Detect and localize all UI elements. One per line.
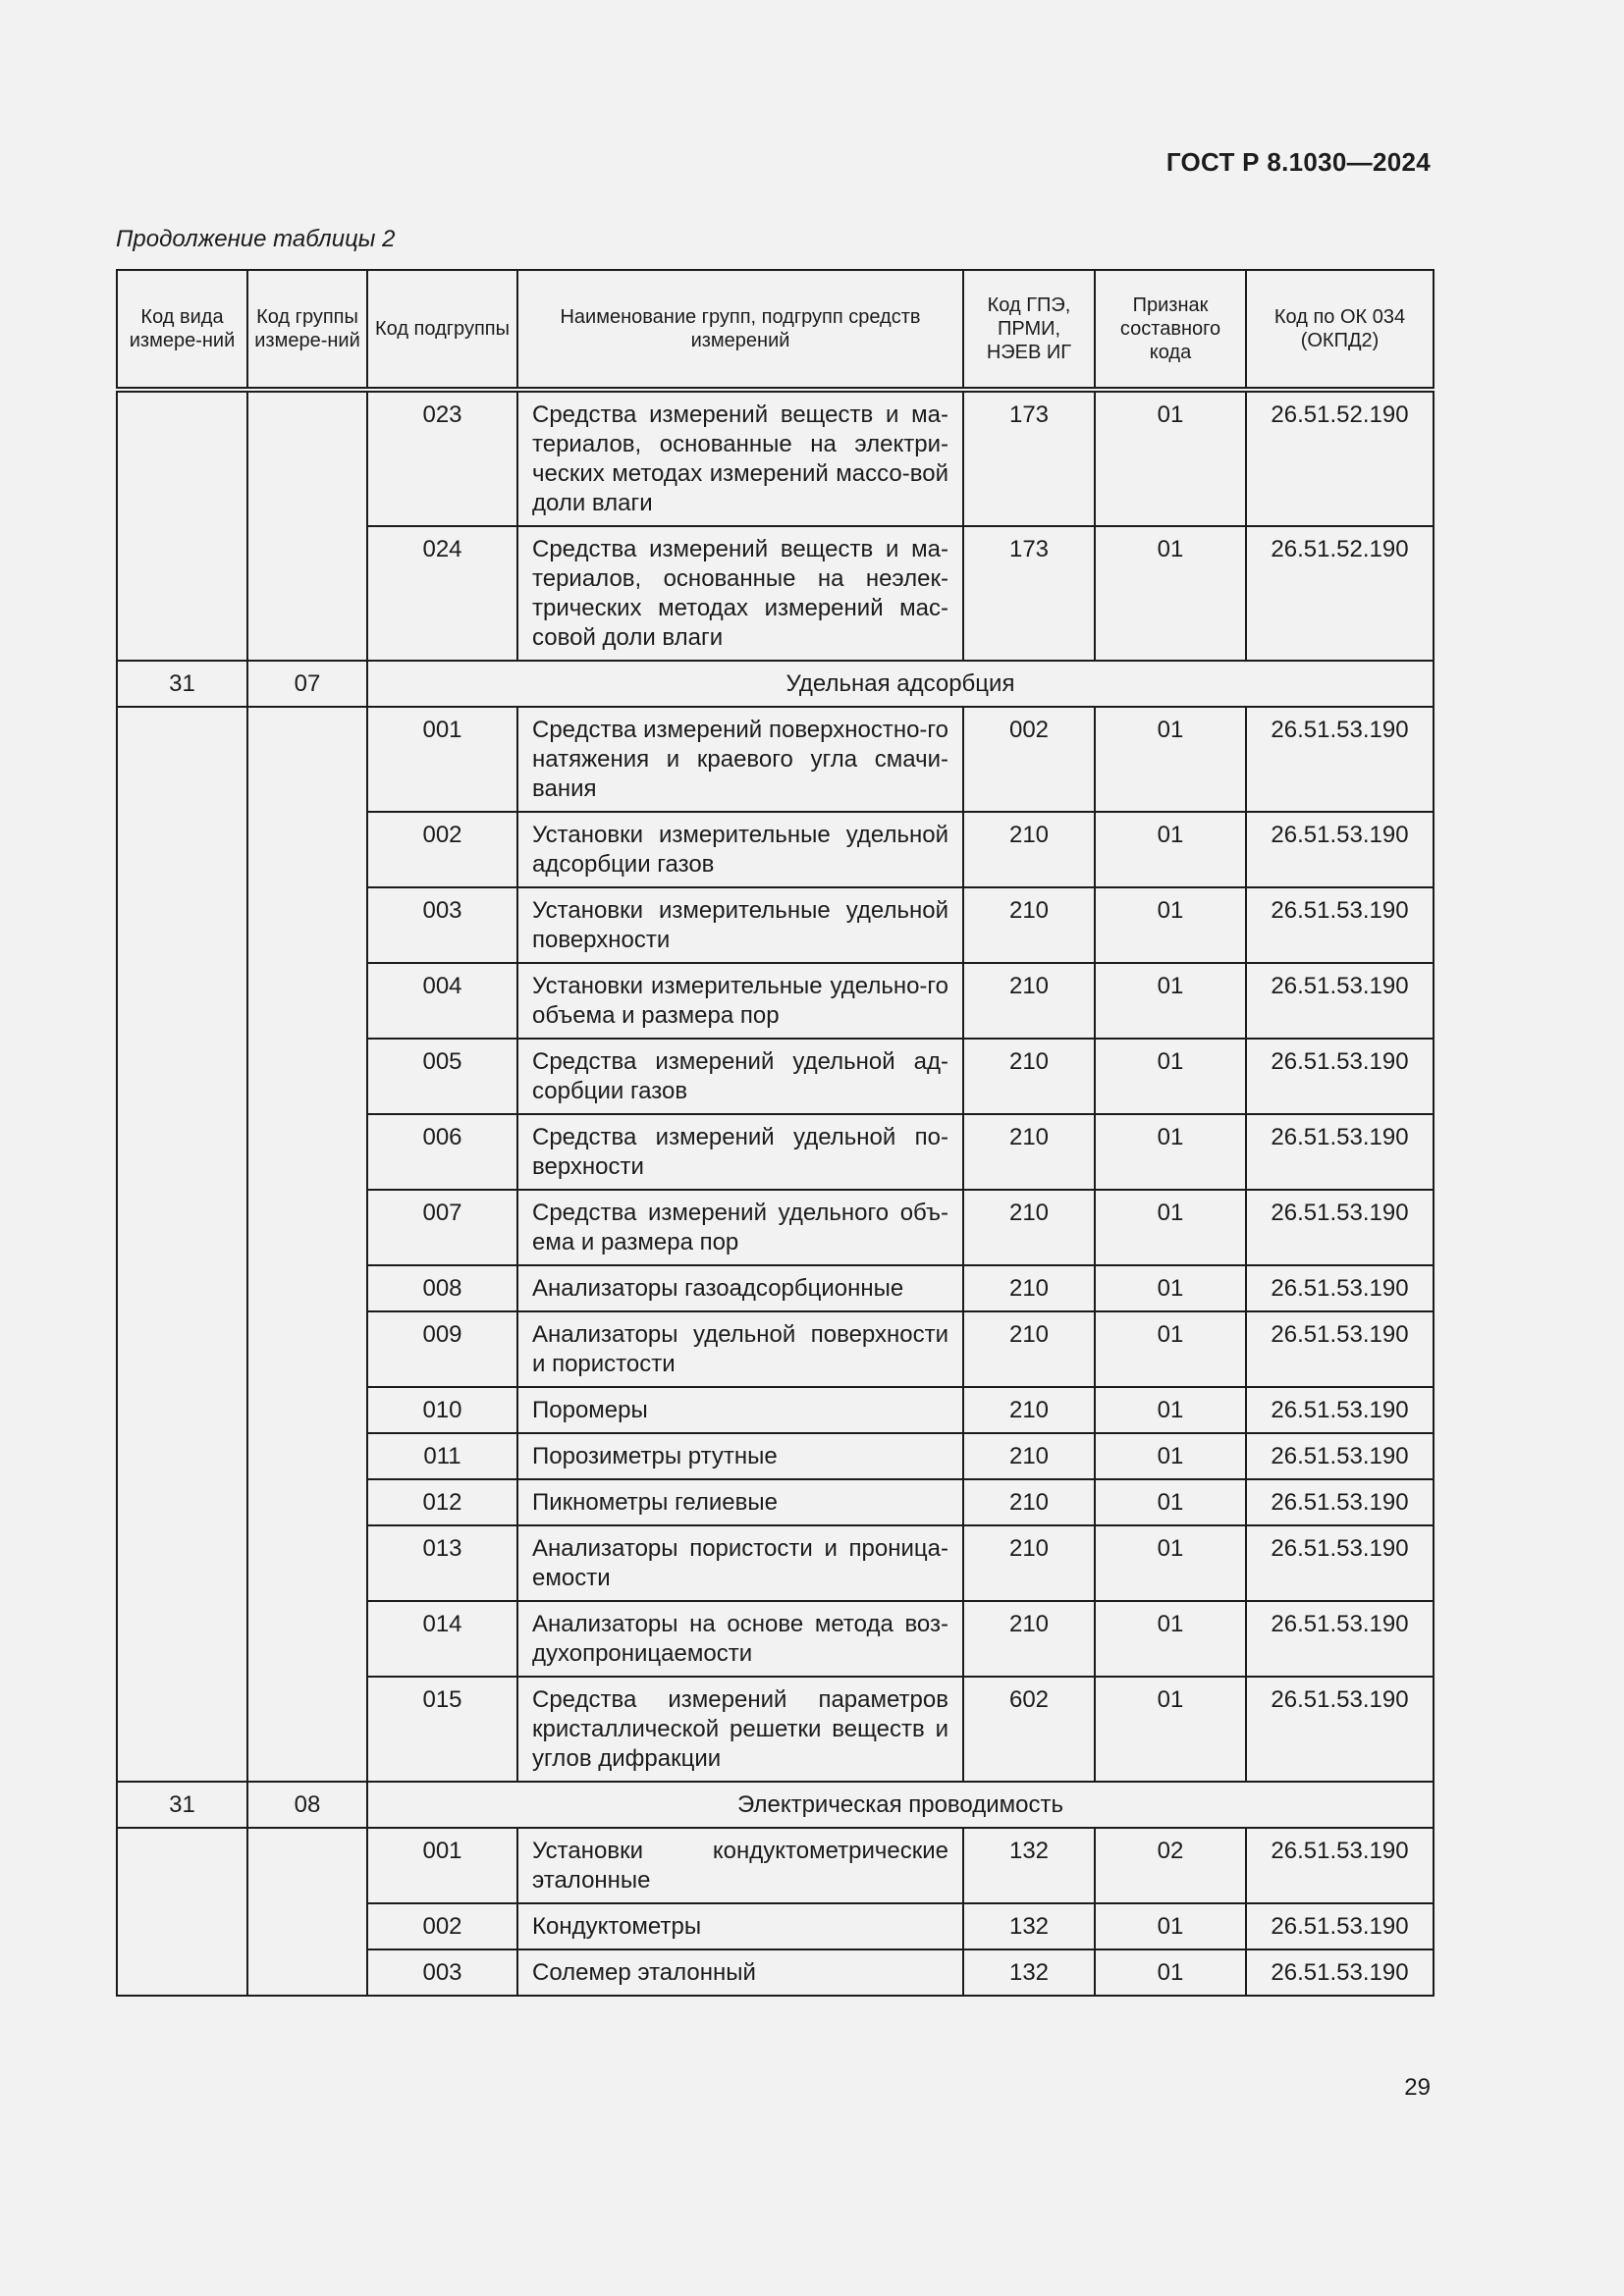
section-title: Электрическая проводимость: [367, 1782, 1434, 1828]
composite-flag: 01: [1095, 963, 1246, 1039]
composite-flag: 01: [1095, 1190, 1246, 1265]
gpe-code: 210: [963, 1311, 1095, 1387]
subgroup-name: Установки измерительные удельной поверхности: [517, 887, 963, 963]
subgroup-name: Анализаторы пористости и проница-емости: [517, 1525, 963, 1601]
subgroup-code: 015: [367, 1677, 517, 1782]
subgroup-code: 001: [367, 1828, 517, 1903]
okpd2-code: 26.51.53.190: [1246, 1525, 1434, 1601]
gpe-code: 210: [963, 812, 1095, 887]
okpd2-code: 26.51.53.190: [1246, 1311, 1434, 1387]
composite-flag: 01: [1095, 1949, 1246, 1996]
subgroup-code: 007: [367, 1190, 517, 1265]
okpd2-code: 26.51.53.190: [1246, 1828, 1434, 1903]
subgroup-code: 013: [367, 1525, 517, 1601]
table-header-row: [117, 270, 1434, 390]
composite-flag: 01: [1095, 1677, 1246, 1782]
col-header-okpd2-code: Код по ОК 034 (ОКПД2): [1246, 270, 1434, 390]
okpd2-code: 26.51.53.190: [1246, 1265, 1434, 1311]
subgroup-name: Установки кондуктометрические эталонные: [517, 1828, 963, 1903]
gpe-code: 210: [963, 1525, 1095, 1601]
subgroup-code: 012: [367, 1479, 517, 1525]
okpd2-code: 26.51.53.190: [1246, 963, 1434, 1039]
col-header-composite-flag: Признак составного кода: [1095, 270, 1246, 390]
section-row: [117, 1782, 1434, 1828]
gpe-code: 210: [963, 1601, 1095, 1677]
composite-flag: 02: [1095, 1828, 1246, 1903]
subgroup-code: 023: [367, 390, 517, 526]
table-row: [117, 1828, 1434, 1903]
subgroup-code: 003: [367, 1949, 517, 1996]
subgroup-name: Солемер эталонный: [517, 1949, 963, 1996]
col-header-kind-code: Код вида измере-ний: [117, 270, 247, 390]
subgroup-name: Средства измерений параметров кристаллической решетки веществ и углов дифракции: [517, 1677, 963, 1782]
gpe-code: 210: [963, 1479, 1095, 1525]
okpd2-code: 26.51.53.190: [1246, 707, 1434, 812]
gpe-code: 210: [963, 1190, 1095, 1265]
composite-flag: 01: [1095, 1479, 1246, 1525]
subgroup-name: Анализаторы удельной поверхности и пористости: [517, 1311, 963, 1387]
subgroup-code: 014: [367, 1601, 517, 1677]
okpd2-code: 26.51.53.190: [1246, 1601, 1434, 1677]
section-group-code: 07: [247, 661, 367, 707]
col-header-subgroup-code: Код подгруппы: [367, 270, 517, 390]
subgroup-code: 024: [367, 526, 517, 661]
subgroup-code: 002: [367, 812, 517, 887]
subgroup-code: 010: [367, 1387, 517, 1433]
subgroup-name: Средства измерений удельного объ-ема и размера пор: [517, 1190, 963, 1265]
okpd2-code: 26.51.53.190: [1246, 1387, 1434, 1433]
subgroup-name: Средства измерений веществ и ма-териалов, основанные на электри-ческих методах измерений массо-вой доли влаги: [517, 390, 963, 526]
gpe-code: 173: [963, 390, 1095, 526]
subgroup-code: 004: [367, 963, 517, 1039]
subgroup-code: 008: [367, 1265, 517, 1311]
composite-flag: 01: [1095, 1265, 1246, 1311]
section-group-code: 08: [247, 1782, 367, 1828]
table-row: [117, 390, 1434, 526]
okpd2-code: 26.51.53.190: [1246, 1479, 1434, 1525]
empty-kind-cell: [117, 707, 247, 1782]
col-header-group-code: Код группы измере-ний: [247, 270, 367, 390]
gpe-code: 210: [963, 1433, 1095, 1479]
subgroup-name: Кондуктометры: [517, 1903, 963, 1949]
gpe-code: 210: [963, 1265, 1095, 1311]
composite-flag: 01: [1095, 1433, 1246, 1479]
gpe-code: 210: [963, 887, 1095, 963]
subgroup-name: Порозиметры ртутные: [517, 1433, 963, 1479]
col-header-name: Наименование групп, подгрупп средств измерений: [517, 270, 963, 390]
col-header-gpe-code: Код ГПЭ, ПРМИ, НЭЕВ ИГ: [963, 270, 1095, 390]
composite-flag: 01: [1095, 1525, 1246, 1601]
composite-flag: 01: [1095, 887, 1246, 963]
gpe-code: 132: [963, 1903, 1095, 1949]
okpd2-code: 26.51.53.190: [1246, 812, 1434, 887]
section-title: Удельная адсорбция: [367, 661, 1434, 707]
subgroup-code: 011: [367, 1433, 517, 1479]
composite-flag: 01: [1095, 812, 1246, 887]
composite-flag: 01: [1095, 1114, 1246, 1190]
okpd2-code: 26.51.53.190: [1246, 1433, 1434, 1479]
subgroup-code: 005: [367, 1039, 517, 1114]
composite-flag: 01: [1095, 1601, 1246, 1677]
okpd2-code: 26.51.53.190: [1246, 1039, 1434, 1114]
gpe-code: 210: [963, 1114, 1095, 1190]
table-row: [117, 707, 1434, 812]
empty-group-cell: [247, 1828, 367, 1996]
subgroup-name: Средства измерений поверхностно-го натяжения и краевого угла смачи-вания: [517, 707, 963, 812]
section-kind-code: 31: [117, 661, 247, 707]
composite-flag: 01: [1095, 1039, 1246, 1114]
gpe-code: 132: [963, 1828, 1095, 1903]
okpd2-code: 26.51.53.190: [1246, 1949, 1434, 1996]
subgroup-code: 006: [367, 1114, 517, 1190]
subgroup-name: Поромеры: [517, 1387, 963, 1433]
subgroup-code: 009: [367, 1311, 517, 1387]
okpd2-code: 26.51.53.190: [1246, 1903, 1434, 1949]
empty-kind-cell: [117, 1828, 247, 1996]
composite-flag: 01: [1095, 1903, 1246, 1949]
gpe-code: 002: [963, 707, 1095, 812]
composite-flag: 01: [1095, 707, 1246, 812]
subgroup-name: Установки измерительные удельно-го объема и размера пор: [517, 963, 963, 1039]
table-body: [117, 390, 1434, 1996]
gpe-code: 602: [963, 1677, 1095, 1782]
table-caption: Продолжение таблицы 2: [116, 226, 396, 252]
subgroup-name: Анализаторы на основе метода воз-духопроницаемости: [517, 1601, 963, 1677]
section-row: [117, 661, 1434, 707]
measurement-groups-table: [116, 269, 1435, 1997]
composite-flag: 01: [1095, 1311, 1246, 1387]
gpe-code: 173: [963, 526, 1095, 661]
gpe-code: 132: [963, 1949, 1095, 1996]
okpd2-code: 26.51.53.190: [1246, 1677, 1434, 1782]
empty-group-cell: [247, 707, 367, 1782]
subgroup-code: 003: [367, 887, 517, 963]
composite-flag: 01: [1095, 526, 1246, 661]
subgroup-name: Пикнометры гелиевые: [517, 1479, 963, 1525]
gpe-code: 210: [963, 1039, 1095, 1114]
subgroup-name: Средства измерений удельной ад-сорбции газов: [517, 1039, 963, 1114]
okpd2-code: 26.51.53.190: [1246, 1190, 1434, 1265]
subgroup-code: 001: [367, 707, 517, 812]
subgroup-name: Средства измерений веществ и ма-териалов, основанные на неэлек-трических методах измерений мас-совой доли влаги: [517, 526, 963, 661]
empty-group-cell: [247, 390, 367, 661]
subgroup-name: Анализаторы газоадсорбционные: [517, 1265, 963, 1311]
subgroup-code: 002: [367, 1903, 517, 1949]
document-number: ГОСТ Р 8.1030—2024: [1165, 147, 1431, 177]
okpd2-code: 26.51.52.190: [1246, 390, 1434, 526]
section-kind-code: 31: [117, 1782, 247, 1828]
okpd2-code: 26.51.53.190: [1246, 887, 1434, 963]
page-number: 29: [1404, 2074, 1431, 2101]
gpe-code: 210: [963, 963, 1095, 1039]
subgroup-name: Установки измерительные удельной адсорбции газов: [517, 812, 963, 887]
gpe-code: 210: [963, 1387, 1095, 1433]
okpd2-code: 26.51.52.190: [1246, 526, 1434, 661]
composite-flag: 01: [1095, 390, 1246, 526]
subgroup-name: Средства измерений удельной по-верхности: [517, 1114, 963, 1190]
composite-flag: 01: [1095, 1387, 1246, 1433]
empty-kind-cell: [117, 390, 247, 661]
okpd2-code: 26.51.53.190: [1246, 1114, 1434, 1190]
